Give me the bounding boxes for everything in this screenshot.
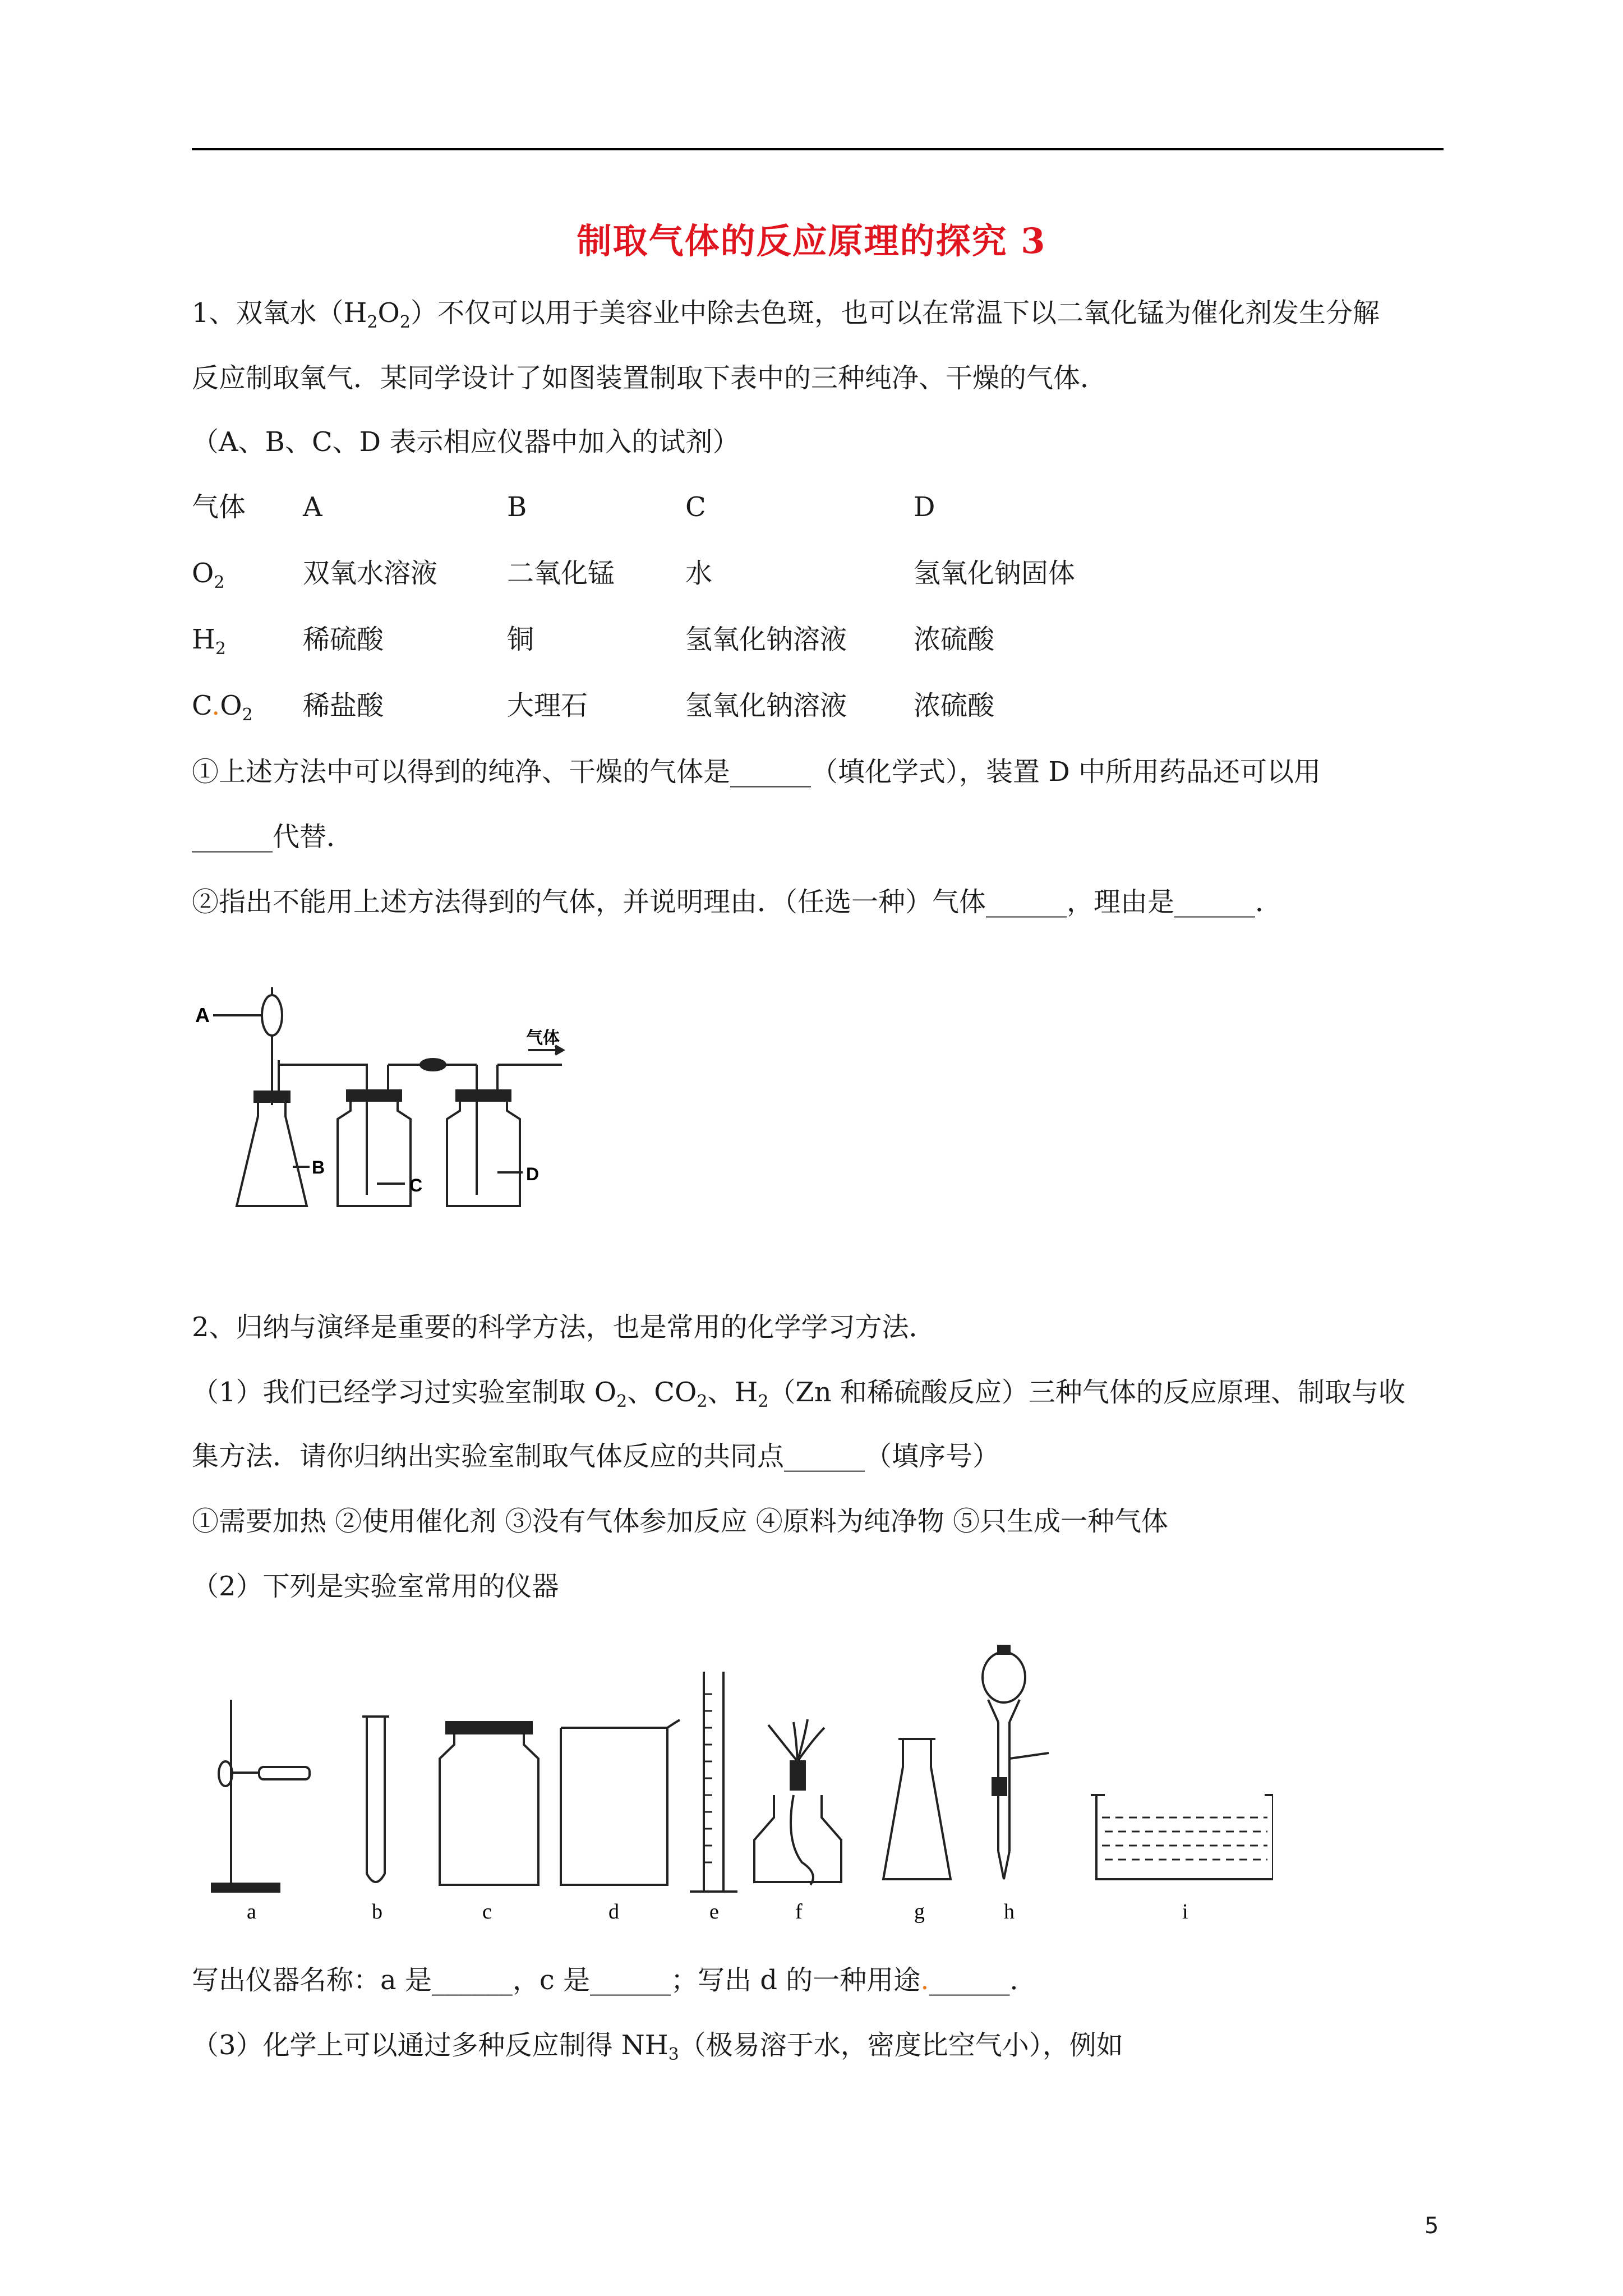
q1-line3: （A、B、C、D 表示相应仪器中加入的试剂）	[192, 426, 740, 458]
q2-line1: 2、归纳与演绎是重要的科学方法，也是常用的化学学习方法．	[192, 1312, 936, 1343]
instrument-label-d: d	[608, 1900, 619, 1924]
instrument-label-a: a	[247, 1900, 256, 1924]
page-number: 5	[1424, 2213, 1439, 2239]
instrument-label-i: i	[1182, 1900, 1188, 1924]
label-a: A	[195, 1004, 210, 1027]
q2-p1-line1: （1）我们已经学习过实验室制取 $O_2$、$CO_2$、$H_2(Zn$ 和稀硫酸反应）三种气体的反应原理、制取与收	[192, 1377, 1405, 1411]
q2-options: ①需要加热 ②使用催化剂 ③没有气体参加反应 ④原料为纯净物 ⑤只生成一种气体	[192, 1506, 1169, 1537]
instrument-label-b: b	[372, 1900, 382, 1924]
lab-instruments-figure	[208, 1627, 1273, 1930]
instrument-label-h: h	[1004, 1900, 1015, 1924]
page-title: 制取气体的反应原理的探究 3	[577, 220, 1046, 261]
header-rule	[192, 148, 1444, 150]
instrument-label-c: c	[482, 1900, 492, 1924]
instrument-label-e: e	[709, 1900, 719, 1924]
q1-line1: 1、双氧水$(H_2O_2)$不仅可以用于美容业中除去色斑，也可以在常温下以二氧化锰为催化剂发生分解	[192, 297, 1380, 332]
q2-p3: （3）化学上可以通过多种反应制得 $NH_3$（极易溶于水，密度比空气小），例如	[192, 2030, 1123, 2064]
label-d: D	[526, 1164, 540, 1184]
label-c: C	[409, 1175, 423, 1195]
instrument-label-g: g	[914, 1900, 925, 1924]
q2-p2: （2）下列是实验室常用的仪器	[192, 1571, 559, 1602]
label-gas: 气体	[526, 1028, 560, 1048]
q2-p1-line2: 集方法．请你归纳出实验室制取气体反应的共同点______（填序号）	[192, 1441, 1000, 1472]
label-b: B	[312, 1157, 325, 1177]
q1-sub1-line2: ______代替．	[192, 821, 354, 853]
q2-names: 写出仪器名称：a 是______，c 是______；写出 d 的一种用途.______．	[192, 1964, 1037, 1996]
q1-sub1-line1: ①上述方法中可以得到的纯净、干燥的气体是______（填化学式），装置 D 中所用药品还可以用	[192, 756, 1321, 788]
instrument-label-f: f	[795, 1900, 803, 1924]
q1-line2: 反应制取氧气．某同学设计了如图装置制取下表中的三种纯净、干燥的气体．	[192, 362, 1108, 394]
gas-apparatus-figure	[192, 970, 584, 1228]
q1-sub2: ②指出不能用上述方法得到的气体，并说明理由．（任选一种）气体______，理由是______．	[192, 886, 1283, 918]
